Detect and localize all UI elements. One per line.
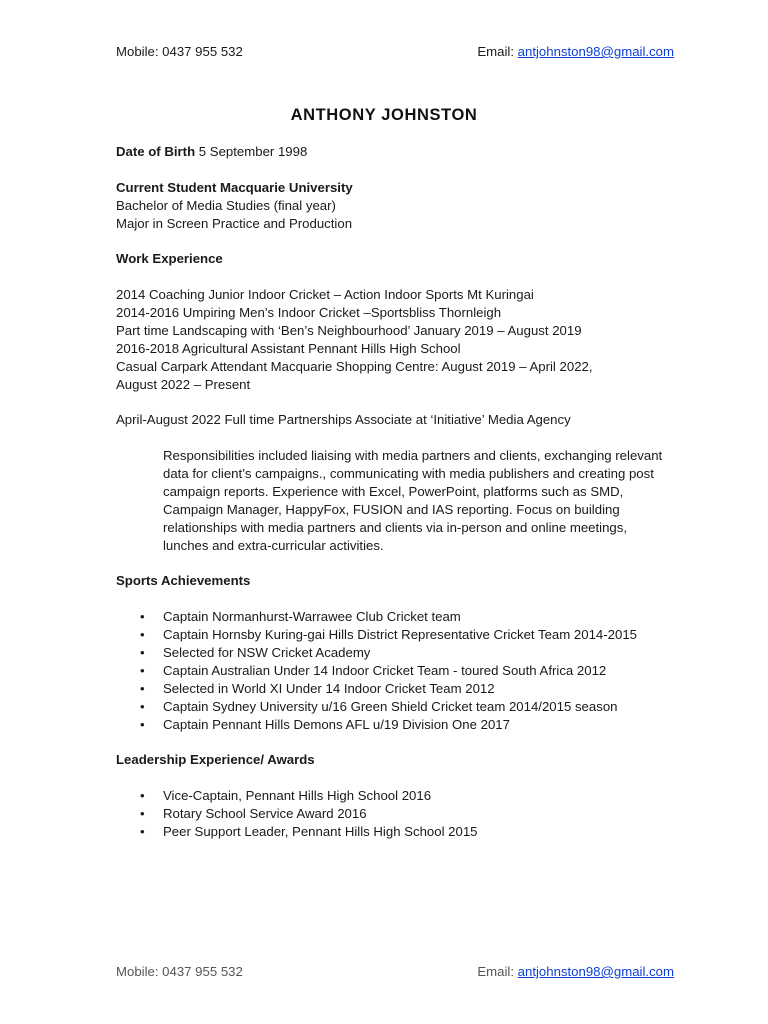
list-item — [116, 608, 663, 626]
sports-list — [116, 608, 676, 734]
bullet-icon: • — [140, 662, 145, 678]
work-heading: Work Experience — [116, 251, 223, 266]
list-item — [116, 662, 663, 680]
leadership-item-text: Vice-Captain, Pennant Hills High School 2016 — [163, 787, 432, 803]
bullet-icon: • — [140, 680, 145, 696]
work-item: Casual Carpark Attendant Macquarie Shopping Centre: August 2019 – April 2022, — [116, 358, 593, 374]
bullet-icon: • — [140, 787, 145, 803]
footer-email-label: Email: — [477, 964, 518, 979]
list-item — [116, 680, 663, 698]
sports-item-text: Selected in World XI Under 14 Indoor Cricket Team 2012 — [163, 680, 495, 696]
page-footer — [116, 963, 674, 981]
responsibilities-paragraph: Responsibilities included liaising with media partners and clients, exchanging relevant data for client’s campaigns., communicating with media publishers and creating post campaign reports. Experience with Excel, PowerPoint, platforms such as SMD, Campaign Manager, HappyFox, FUSION and IAS reporting. Focus on building relationships with media partners and clients via in-person and online meetings, lunches and extra-curricular activities. — [163, 447, 663, 553]
list-item — [116, 644, 663, 662]
sports-heading: Sports Achievements — [116, 573, 251, 588]
page-header — [116, 43, 674, 61]
list-item — [116, 716, 663, 734]
bullet-icon: • — [140, 823, 145, 839]
bullet-icon: • — [140, 805, 145, 821]
sports-item-text: Captain Normanhurst-Warrawee Club Cricket team — [163, 608, 461, 624]
sports-item-text: Captain Australian Under 14 Indoor Cricket Team - toured South Africa 2012 — [163, 662, 607, 678]
list-item — [116, 626, 663, 644]
education-line: Major in Screen Practice and Production — [116, 215, 353, 231]
education-heading: Current Student Macquarie University — [116, 179, 353, 195]
bullet-icon: • — [140, 608, 145, 624]
bullet-icon: • — [140, 716, 145, 732]
header-email — [477, 43, 674, 61]
sports-item-text: Captain Hornsby Kuring-gai Hills District Representative Cricket Team 2014-2015 — [163, 626, 637, 642]
bullet-icon: • — [140, 644, 145, 660]
header-email-link[interactable]: antjohnston98@gmail.com — [517, 44, 674, 59]
page-title: ANTHONY JOHNSTON — [290, 106, 478, 124]
education-line: Bachelor of Media Studies (final year) — [116, 197, 336, 213]
footer-mobile: Mobile: 0437 955 532 — [116, 964, 243, 979]
list-item — [116, 698, 663, 716]
header-mobile: Mobile: 0437 955 532 — [116, 44, 243, 59]
work-item: 2014-2016 Umpiring Men’s Indoor Cricket –Sportsbliss Thornleigh — [116, 304, 502, 320]
list-item — [116, 823, 663, 841]
list-item — [116, 787, 663, 805]
work-item: Part time Landscaping with ‘Ben’s Neighbourhood’ January 2019 – August 2019 — [116, 322, 582, 338]
work-item: 2014 Coaching Junior Indoor Cricket – Action Indoor Sports Mt Kuringai — [116, 286, 534, 302]
work-role: April-August 2022 Full time Partnerships Associate at ‘Initiative’ Media Agency — [116, 412, 571, 427]
bullet-icon: • — [140, 626, 145, 642]
date-of-birth — [116, 143, 676, 161]
leadership-list — [116, 787, 676, 841]
header-email-label: Email: — [477, 44, 518, 59]
resume-body — [116, 143, 676, 841]
dob-label: Date of Birth — [116, 144, 196, 159]
bullet-icon: • — [140, 698, 145, 714]
sports-item-text: Selected for NSW Cricket Academy — [163, 644, 371, 660]
sports-item-text: Captain Sydney University u/16 Green Shield Cricket team 2014/2015 season — [163, 698, 618, 714]
footer-email — [477, 963, 674, 981]
leadership-item-text: Peer Support Leader, Pennant Hills High School 2015 — [163, 823, 478, 839]
sports-item-text: Captain Pennant Hills Demons AFL u/19 Division One 2017 — [163, 716, 510, 732]
work-item: 2016-2018 Agricultural Assistant Pennant Hills High School — [116, 340, 461, 356]
list-item — [116, 805, 663, 823]
leadership-heading: Leadership Experience/ Awards — [116, 752, 315, 767]
leadership-item-text: Rotary School Service Award 2016 — [163, 805, 367, 821]
footer-email-link[interactable]: antjohnston98@gmail.com — [517, 964, 674, 979]
dob-value: 5 September 1998 — [195, 144, 308, 159]
work-item: August 2022 – Present — [116, 376, 251, 392]
